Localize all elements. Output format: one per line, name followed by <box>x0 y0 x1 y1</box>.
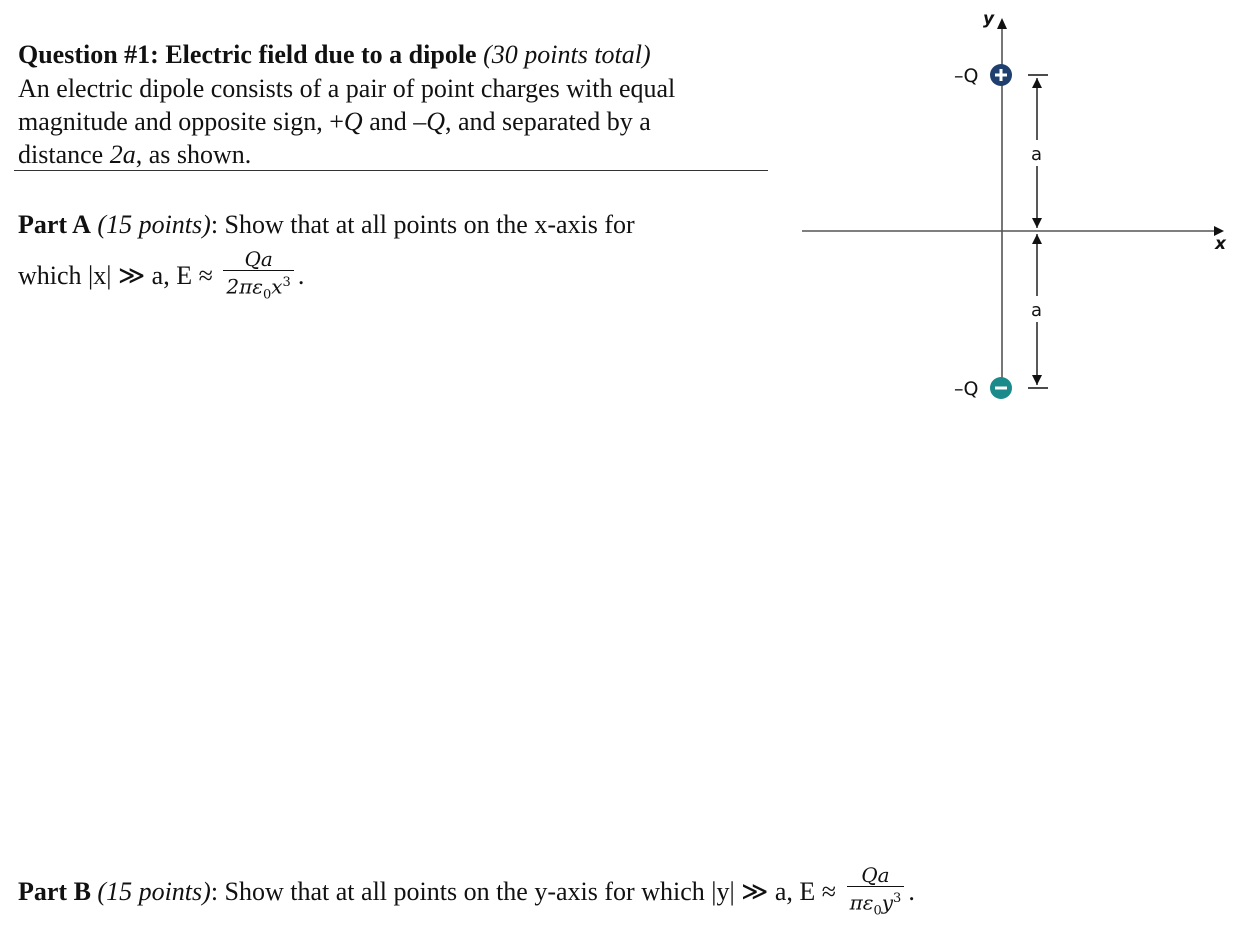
part-a-numerator: Qa <box>223 248 293 271</box>
divider-rule <box>14 170 768 171</box>
part-b-points: (15 points) <box>97 876 211 906</box>
y-axis-arrow-icon <box>997 18 1007 29</box>
question-intro <box>18 72 768 171</box>
part-a-denominator: $2\pi\varepsilon_0x^3$ <box>226 274 291 303</box>
question-title-bold: Question #1: Electric field due to a dipole <box>18 40 477 69</box>
dipole-figure <box>790 0 1237 420</box>
part-a-line-2: which |x| ≫ a, E ≈ $\frac{Qa}{2\pi\varepsilon_0x^3}$ . <box>18 248 304 308</box>
part-b-text: : Show that at all points on the y-axis for which |y| ≫ a, E ≈ <box>210 876 837 906</box>
part-b-denominator: $\pi\varepsilon_0y^3$ <box>849 890 902 919</box>
part-b-numerator: Qa <box>847 864 905 887</box>
part-a-points: (15 points) <box>97 210 211 239</box>
intro-line-1: An electric dipole consists of a pair of point charges with equal <box>18 74 676 103</box>
part-b-line: Part B (15 points): Show that at all points on the y-axis for which |y| ≫ a, E ≈ $\frac{Qa}{\pi\varepsilon_0y^3}$ . <box>18 864 915 924</box>
part-a-condition: which |x| ≫ a, E ≈ <box>18 260 213 290</box>
distance-label-bottom: a <box>1031 300 1043 321</box>
question-points: (30 points total) <box>483 40 651 69</box>
part-a-fraction <box>223 248 293 308</box>
intro-line-3: distance 2a, as shown. <box>18 140 252 169</box>
top-charge-label: –Q <box>954 65 979 87</box>
part-a-line-1 <box>18 208 635 242</box>
x-axis-label: x <box>1215 234 1226 254</box>
bottom-charge-label: –Q <box>954 378 979 400</box>
y-axis-label: y <box>983 9 995 29</box>
part-a-label: Part A <box>18 210 91 239</box>
question-title <box>18 38 651 71</box>
part-b-label: Part B <box>18 876 91 906</box>
intro-line-2: magnitude and opposite sign, +Q and –Q, and separated by a <box>18 107 651 136</box>
distance-label-top: a <box>1031 144 1043 165</box>
part-a-text: : Show that at all points on the x-axis for <box>210 210 635 239</box>
part-b-fraction <box>847 864 905 924</box>
